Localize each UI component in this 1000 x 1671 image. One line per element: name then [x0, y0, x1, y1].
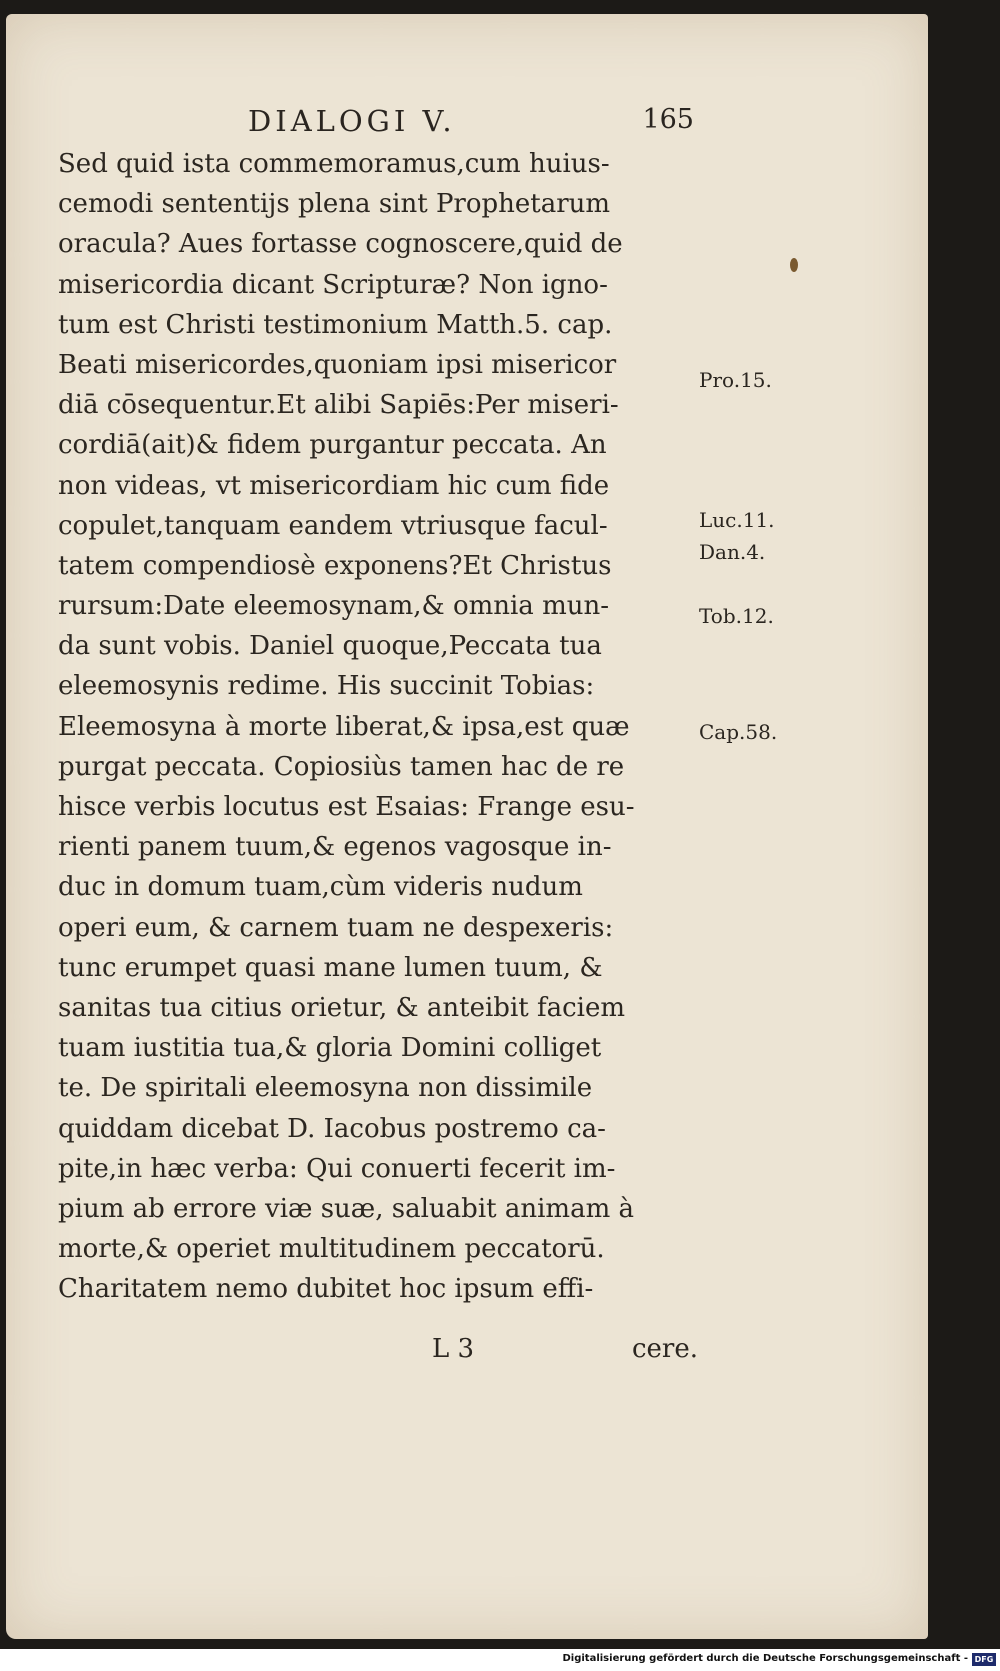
- body-text: [58, 144, 698, 1309]
- running-head: DIALOGI V.: [248, 104, 456, 138]
- text-line: purgat peccata. Copiosiùs tamen hac de re: [58, 751, 625, 782]
- text-line: rienti panem tuum,& egenos vagosque in-: [58, 832, 612, 863]
- text-line: morte,& operiet multitudinem peccatorū.: [58, 1234, 605, 1265]
- text-line: Sed quid ista commemoramus,cum huius-: [58, 149, 610, 179]
- page-number: 165: [642, 104, 694, 135]
- signature-line: [58, 1334, 698, 1374]
- text-line: diā cōsequentur.Et alibi Sapiēs:Per miseri-: [58, 390, 619, 421]
- text-line: hisce verbis locutus est Esaias: Frange esu-: [58, 792, 635, 822]
- signature-mark: L 3: [432, 1334, 475, 1364]
- text-line: operi eum, & carnem tuam ne despexeris:: [58, 912, 614, 943]
- text-line: Eleemosyna à morte liberat,& ipsa,est quæ: [58, 711, 630, 742]
- dfg-logo: DFG: [972, 1653, 996, 1666]
- text-line: pium ab errore viæ suæ, saluabit animam à: [58, 1193, 634, 1224]
- text-line: duc in domum tuam,cùm videris nudum: [58, 872, 583, 903]
- text-line: non videas, vt misericordiam hic cum fide: [58, 470, 610, 501]
- text-line: da sunt vobis. Daniel quoque,Peccata tua: [58, 631, 602, 662]
- text-line: cemodi sententijs plena sint Prophetarum: [58, 189, 611, 220]
- text-line: tuam iustitia tua,& gloria Domini colliget: [58, 1033, 602, 1064]
- text-line: te. De spiritali eleemosyna non dissimile: [58, 1073, 593, 1104]
- margin-note-cap: Cap.58.: [699, 720, 778, 744]
- text-line: Charitatem nemo dubitet hoc ipsum effi-: [58, 1274, 594, 1305]
- text-line: tum est Christi testimonium Matth.5. cap.: [58, 309, 613, 340]
- text-line: quiddam dicebat D. Iacobus postremo ca-: [58, 1113, 606, 1144]
- margin-note-pro: Pro.15.: [699, 368, 772, 392]
- margin-note-tob: Tob.12.: [699, 604, 774, 628]
- footer-credit: Digitalisierung gefördert durch die Deutsche Forschungsgemeinschaft -: [562, 1653, 968, 1664]
- catchword: cere.: [631, 1334, 698, 1364]
- page-header: [58, 104, 694, 148]
- text-line: copulet,tanquam eandem vtriusque facul-: [58, 510, 608, 541]
- text-line: oracula? Aues fortasse cognoscere,quid de: [58, 229, 623, 260]
- text-line: sanitas tua citius orietur, & anteibit faciem: [58, 992, 626, 1023]
- text-line: eleemosynis redime. His succinit Tobias:: [58, 671, 595, 702]
- text-line: tunc erumpet quasi mane lumen tuum, &: [58, 952, 603, 983]
- ink-stain: [790, 258, 798, 272]
- text-line: rursum:Date eleemosynam,& omnia mun-: [58, 591, 610, 622]
- margin-note-luc: Luc.11.: [699, 508, 775, 532]
- text-line: misericordia dicant Scripturæ? Non igno-: [58, 269, 608, 300]
- margin-note-dan: Dan.4.: [699, 540, 766, 564]
- text-line: pite,in hæc verba: Qui conuerti fecerit im-: [58, 1153, 616, 1184]
- text-line: cordiā(ait)& fidem purgantur peccata. An: [58, 430, 607, 461]
- digitization-footer: [0, 1649, 1000, 1671]
- text-line: tatem compendiosè exponens?Et Christus: [58, 550, 612, 581]
- text-line: Beati misericordes,quoniam ipsi misericor: [58, 349, 617, 380]
